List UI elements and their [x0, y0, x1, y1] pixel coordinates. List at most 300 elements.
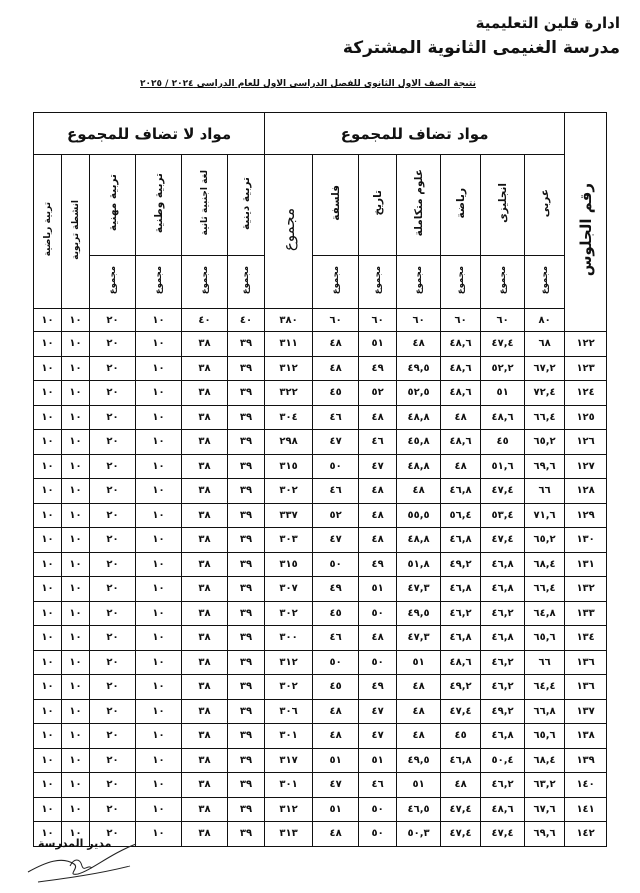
grade-cell: ٣٩	[228, 332, 265, 357]
sub-header-english: مجموع	[481, 256, 525, 309]
grade-cell: ٦٦,٤	[525, 405, 565, 430]
grade-cell: ٣١٧	[265, 748, 313, 773]
grade-cell: ١٠	[62, 724, 90, 749]
grade-cell: ٦٨,٤	[525, 552, 565, 577]
grade-cell: ٥١,٦	[481, 454, 525, 479]
grade-cell: ٤٨	[397, 724, 441, 749]
grade-cell: ٦٨	[525, 332, 565, 357]
sub-header-arabic: مجموع	[525, 256, 565, 309]
grade-cell: ٣٩	[228, 552, 265, 577]
max-cell: ٦٠	[397, 309, 441, 332]
table-row	[34, 650, 607, 675]
grade-cell: ٤٨,٦	[441, 430, 481, 455]
grade-cell: ٤٨	[359, 528, 397, 553]
grade-cell: ١٠	[136, 503, 182, 528]
grade-cell: ٥١	[313, 748, 359, 773]
grade-cell: ٢٠	[90, 724, 136, 749]
grade-cell: ٣٩	[228, 528, 265, 553]
grade-cell: ٢٠	[90, 699, 136, 724]
grade-cell: ٥١	[397, 650, 441, 675]
grade-cell: ٣٣٧	[265, 503, 313, 528]
grade-cell: ١٠	[136, 699, 182, 724]
table-row	[34, 748, 607, 773]
grade-cell: ٤٩	[313, 577, 359, 602]
grade-cell: ٢٠	[90, 552, 136, 577]
grade-cell: ١٠	[34, 332, 62, 357]
school-name: مدرسة الغنيمى الثانوية المشتركة	[342, 38, 620, 58]
grade-cell: ٥٠,٤	[481, 748, 525, 773]
grade-cell: ٥٠	[359, 650, 397, 675]
grade-cell: ٣٩	[228, 650, 265, 675]
grade-cell: ١٠	[136, 405, 182, 430]
seat-number-cell: ١٣٣	[565, 601, 607, 626]
grade-cell: ٣١٢	[265, 650, 313, 675]
grade-cell: ٥٠	[313, 454, 359, 479]
max-cell: ٦٠	[481, 309, 525, 332]
grade-cell: ٣٨	[182, 332, 228, 357]
table-row	[34, 405, 607, 430]
grade-cell: ٤٦	[359, 430, 397, 455]
grade-cell: ٤٦,٢	[481, 773, 525, 798]
grade-cell: ٢٠	[90, 528, 136, 553]
grade-cell: ١٠	[136, 626, 182, 651]
col-header-national: تربية وطنية	[136, 155, 182, 256]
principal-label: مدير المدرسة	[38, 837, 112, 850]
max-cell: ٢٠	[90, 309, 136, 332]
max-marks-row	[34, 309, 607, 332]
grade-cell: ٤٧,٤	[481, 822, 525, 847]
col-header-activity: انشطة تربوية	[62, 155, 90, 309]
grade-cell: ٢٩٨	[265, 430, 313, 455]
grade-cell: ١٠	[62, 332, 90, 357]
grade-cell: ٢٠	[90, 773, 136, 798]
grade-cell: ١٠	[34, 405, 62, 430]
seat-number-cell: ١٢٦	[565, 430, 607, 455]
grade-cell: ٣٩	[228, 822, 265, 847]
col-header-arabic: عربى	[525, 155, 565, 256]
grade-cell: ٥١	[359, 332, 397, 357]
grade-cell: ٣٨	[182, 797, 228, 822]
grade-cell: ١٠	[34, 724, 62, 749]
grade-cell: ١٠	[34, 748, 62, 773]
max-cell: ٤٠	[182, 309, 228, 332]
grade-cell: ٤٧,٤	[481, 479, 525, 504]
grade-cell: ٥٠,٣	[397, 822, 441, 847]
sub-header-math: مجموع	[441, 256, 481, 309]
grade-cell: ٣٨	[182, 479, 228, 504]
grade-cell: ٣٨	[182, 675, 228, 700]
grade-cell: ١٠	[62, 675, 90, 700]
grade-cell: ٣٩	[228, 479, 265, 504]
grade-cell: ٦٦,٨	[525, 699, 565, 724]
grade-cell: ٣٢٢	[265, 381, 313, 406]
table-row	[34, 332, 607, 357]
grade-cell: ٢٠	[90, 479, 136, 504]
sub-header-second-language: مجموع	[182, 256, 228, 309]
grade-cell: ١٠	[136, 601, 182, 626]
grade-cell: ١٠	[34, 797, 62, 822]
grade-cell: ٤٨,٦	[441, 381, 481, 406]
grade-cell: ٤٩	[359, 356, 397, 381]
grade-cell: ٢٠	[90, 503, 136, 528]
grade-cell: ٤٦,٨	[481, 552, 525, 577]
grade-cell: ٥١	[359, 577, 397, 602]
administration-name: ادارة قلين التعليمية	[475, 14, 620, 32]
grade-cell: ٥١	[359, 748, 397, 773]
grade-cell: ٣٩	[228, 601, 265, 626]
max-cell	[565, 309, 607, 332]
grade-cell: ٤٧	[359, 724, 397, 749]
grade-cell: ١٠	[136, 650, 182, 675]
grade-cell: ٢٠	[90, 577, 136, 602]
grade-cell: ٥٢	[313, 503, 359, 528]
grade-cell: ٣٩	[228, 626, 265, 651]
grade-cell: ٤٨	[359, 405, 397, 430]
grade-cell: ٧٢,٤	[525, 381, 565, 406]
grade-cell: ١٠	[136, 773, 182, 798]
seat-number-cell: ١٢٧	[565, 454, 607, 479]
grade-cell: ٤٧,٤	[441, 699, 481, 724]
max-cell: ١٠	[34, 309, 62, 332]
grade-cell: ٣٠١	[265, 724, 313, 749]
grade-cell: ١٠	[62, 797, 90, 822]
grade-cell: ٦٩,٦	[525, 822, 565, 847]
grade-cell: ٣٨	[182, 748, 228, 773]
grade-cell: ١٠	[62, 381, 90, 406]
seat-number-cell: ١٣٢	[565, 577, 607, 602]
grade-cell: ٤٦,٨	[481, 724, 525, 749]
grade-cell: ٤٦,٢	[481, 601, 525, 626]
grade-cell: ١٠	[34, 503, 62, 528]
grade-cell: ١٠	[62, 577, 90, 602]
grade-cell: ٢٠	[90, 381, 136, 406]
grade-cell: ٣٨	[182, 699, 228, 724]
grade-cell: ١٠	[136, 430, 182, 455]
grade-cell: ٦٨,٤	[525, 748, 565, 773]
grade-cell: ٤٧	[359, 454, 397, 479]
grade-cell: ٥٠	[313, 552, 359, 577]
grade-cell: ٢٠	[90, 332, 136, 357]
grade-cell: ٦٦	[525, 479, 565, 504]
grade-cell: ١٠	[62, 503, 90, 528]
grade-cell: ٢٠	[90, 430, 136, 455]
grade-cell: ٤٩,٥	[397, 601, 441, 626]
sub-header-history: مجموع	[359, 256, 397, 309]
grade-cell: ٣٨	[182, 773, 228, 798]
grade-cell: ٣٨	[182, 650, 228, 675]
grade-cell: ٣٩	[228, 675, 265, 700]
grade-cell: ٣٩	[228, 724, 265, 749]
grade-cell: ١٠	[34, 454, 62, 479]
grade-cell: ٣٨	[182, 577, 228, 602]
seat-number-cell: ١٣٩	[565, 748, 607, 773]
grade-cell: ٤٧	[313, 430, 359, 455]
max-cell: ٦٠	[313, 309, 359, 332]
col-header-sports: تربية رياضية	[34, 155, 62, 309]
grade-cell: ٦٣,٢	[525, 773, 565, 798]
grade-cell: ٤٦,٨	[441, 479, 481, 504]
seat-number-cell: ١٤١	[565, 797, 607, 822]
grade-cell: ٣١٣	[265, 822, 313, 847]
table-row	[34, 724, 607, 749]
col-header-religion: تربية دينية	[228, 155, 265, 256]
grade-cell: ٤٦	[313, 626, 359, 651]
grade-cell: ٤٧,٤	[481, 528, 525, 553]
grade-cell: ٦٥,٦	[525, 724, 565, 749]
table-row	[34, 479, 607, 504]
grade-cell: ٤٨	[397, 332, 441, 357]
grade-cell: ٣١٢	[265, 356, 313, 381]
grade-cell: ٣٩	[228, 797, 265, 822]
seat-header-top	[565, 113, 607, 155]
grade-cell: ٦٧,٢	[525, 356, 565, 381]
grade-cell: ٣٠٢	[265, 675, 313, 700]
grade-cell: ١٠	[34, 479, 62, 504]
grade-cell: ١٠	[34, 381, 62, 406]
grade-cell: ١٠	[62, 552, 90, 577]
col-header-vocational: تربية مهنية	[90, 155, 136, 256]
table-row	[34, 675, 607, 700]
grade-cell: ٣٩	[228, 503, 265, 528]
table-row	[34, 773, 607, 798]
grade-cell: ٦٥,٢	[525, 528, 565, 553]
grade-cell: ١٠	[62, 650, 90, 675]
grade-cell: ٥٢	[359, 381, 397, 406]
seat-number-cell: ١٣١	[565, 552, 607, 577]
grade-cell: ١٠	[136, 822, 182, 847]
grade-cell: ٣٠٦	[265, 699, 313, 724]
grade-cell: ٢٠	[90, 748, 136, 773]
grade-cell: ٤٩	[359, 552, 397, 577]
grade-cell: ٣٩	[228, 748, 265, 773]
grade-cell: ٣٠٤	[265, 405, 313, 430]
grade-cell: ٢٠	[90, 405, 136, 430]
max-cell: ٦٠	[359, 309, 397, 332]
grade-cell: ٣٨	[182, 503, 228, 528]
grade-cell: ١٠	[136, 577, 182, 602]
grade-cell: ٤٩,٢	[441, 675, 481, 700]
grade-cell: ١٠	[34, 675, 62, 700]
grade-cell: ٥٢,٢	[481, 356, 525, 381]
grade-cell: ٥١,٨	[397, 552, 441, 577]
grade-cell: ٤٦,٨	[441, 577, 481, 602]
max-cell: ٤٠	[228, 309, 265, 332]
sub-header-philosophy: مجموع	[313, 256, 359, 309]
table-row	[34, 699, 607, 724]
grade-cell: ٤٦,٢	[441, 601, 481, 626]
grade-cell: ٤٥	[313, 675, 359, 700]
grade-cell: ٤٦,٨	[481, 577, 525, 602]
sub-header-science: مجموع	[397, 256, 441, 309]
table-row	[34, 797, 607, 822]
grade-cell: ٣٩	[228, 699, 265, 724]
grade-cell: ٤٨	[397, 699, 441, 724]
grade-cell: ١٠	[34, 650, 62, 675]
grade-cell: ٥١	[397, 773, 441, 798]
grade-cell: ٤٨	[313, 356, 359, 381]
grade-cell: ٤٧	[359, 699, 397, 724]
sub-header-religion: مجموع	[228, 256, 265, 309]
grade-cell: ١٠	[34, 528, 62, 553]
col-header-math: رياضة	[441, 155, 481, 256]
grade-cell: ٤٨	[313, 724, 359, 749]
col-header-history: تاريخ	[359, 155, 397, 256]
grade-cell: ٤٨	[397, 479, 441, 504]
grade-cell: ٤٨	[441, 405, 481, 430]
grade-cell: ٤٨	[441, 454, 481, 479]
grade-cell: ١٠	[136, 724, 182, 749]
grade-cell: ١٠	[34, 822, 62, 847]
grade-cell: ٦٥,٦	[525, 626, 565, 651]
grade-cell: ٤٨	[313, 699, 359, 724]
grade-cell: ٣٨	[182, 601, 228, 626]
grade-cell: ٤٧,٤	[441, 797, 481, 822]
col-header-second-language: لغة اجنبية ثانية	[182, 155, 228, 256]
grade-cell: ١٠	[62, 601, 90, 626]
grade-cell: ٤٦,٨	[441, 626, 481, 651]
grade-cell: ٦٦	[525, 650, 565, 675]
grade-cell: ٤٥,٨	[397, 430, 441, 455]
principal-signature	[18, 836, 168, 886]
grade-cell: ٣٨	[182, 552, 228, 577]
table-row	[34, 381, 607, 406]
grade-cell: ٣٩	[228, 356, 265, 381]
table-row	[34, 528, 607, 553]
seat-number-cell: ١٣٦	[565, 675, 607, 700]
grade-cell: ١٠	[62, 773, 90, 798]
grade-cell: ٥١	[313, 797, 359, 822]
grade-cell: ٥٠	[359, 601, 397, 626]
seat-number-cell: ١٢٣	[565, 356, 607, 381]
grade-cell: ٢٠	[90, 454, 136, 479]
results-table	[33, 112, 607, 847]
grade-cell: ٤٨,٦	[441, 356, 481, 381]
grade-cell: ٤٦,٥	[397, 797, 441, 822]
grade-cell: ٣٩	[228, 577, 265, 602]
grade-cell: ٣٨	[182, 822, 228, 847]
seat-number-cell: ١٣٧	[565, 699, 607, 724]
table-row	[34, 454, 607, 479]
grade-cell: ١٠	[136, 748, 182, 773]
grade-cell: ٣٩	[228, 381, 265, 406]
grade-cell: ٤٧,٤	[441, 822, 481, 847]
group-header-not-added: مواد لا تضاف للمجموع	[34, 113, 265, 155]
grade-cell: ٤٩,٢	[481, 699, 525, 724]
grade-cell: ٤٦,٢	[481, 675, 525, 700]
grade-cell: ٤٨,٦	[481, 797, 525, 822]
grade-cell: ٣١٥	[265, 552, 313, 577]
grade-cell: ٣٨	[182, 381, 228, 406]
grade-cell: ٤٧,٣	[397, 577, 441, 602]
table-row	[34, 626, 607, 651]
grade-cell: ٤٨,٨	[397, 528, 441, 553]
grade-cell: ١٠	[62, 405, 90, 430]
seat-number-cell: ١٤٢	[565, 822, 607, 847]
max-cell: ١٠	[62, 309, 90, 332]
grade-cell: ٤٨,٦	[441, 332, 481, 357]
group-header-added: مواد تضاف للمجموع	[265, 113, 565, 155]
grade-cell: ٢٠	[90, 675, 136, 700]
seat-number-cell: ١٣٨	[565, 724, 607, 749]
seat-number-cell: ١٢٨	[565, 479, 607, 504]
grade-cell: ٢٠	[90, 601, 136, 626]
grade-cell: ٣٩	[228, 405, 265, 430]
table-row	[34, 577, 607, 602]
grade-cell: ١٠	[34, 773, 62, 798]
grade-cell: ٤٨	[359, 626, 397, 651]
grade-cell: ٤٩,٢	[441, 552, 481, 577]
grade-cell: ٤٦	[313, 405, 359, 430]
col-header-science: علوم متكاملة	[397, 155, 441, 256]
grade-cell: ٦٤,٨	[525, 601, 565, 626]
grade-cell: ١٠	[136, 797, 182, 822]
grade-cell: ٥٢,٥	[397, 381, 441, 406]
col-header-philosophy: فلسفة	[313, 155, 359, 256]
grade-cell: ٦٥,٢	[525, 430, 565, 455]
grade-cell: ٤٨,٦	[441, 650, 481, 675]
grade-cell: ١٠	[34, 552, 62, 577]
col-header-seat: رقم الجلوس	[565, 155, 607, 309]
grade-cell: ٦٦,٤	[525, 577, 565, 602]
seat-number-cell: ١٣٤	[565, 626, 607, 651]
grade-cell: ١٠	[62, 699, 90, 724]
grade-cell: ٣٩	[228, 454, 265, 479]
grade-cell: ٣٩	[228, 773, 265, 798]
sub-header-national: مجموع	[136, 256, 182, 309]
grade-cell: ١٠	[136, 528, 182, 553]
grade-cell: ١٠	[34, 699, 62, 724]
seat-number-cell: ١٢٢	[565, 332, 607, 357]
grade-cell: ٢٠	[90, 822, 136, 847]
grade-cell: ١٠	[62, 822, 90, 847]
grade-cell: ٥٠	[359, 797, 397, 822]
grade-cell: ٢٠	[90, 626, 136, 651]
grade-cell: ٤٥	[313, 601, 359, 626]
max-cell: ٦٠	[441, 309, 481, 332]
seat-number-cell: ١٢٩	[565, 503, 607, 528]
grade-cell: ٥٥,٥	[397, 503, 441, 528]
table-row	[34, 503, 607, 528]
grade-cell: ٤٨,٨	[397, 454, 441, 479]
sub-header-vocational: مجموع	[90, 256, 136, 309]
grade-cell: ٤٧	[313, 773, 359, 798]
grade-cell: ٤٥	[481, 430, 525, 455]
grade-cell: ٥٠	[313, 650, 359, 675]
grade-cell: ٣٠٢	[265, 601, 313, 626]
grade-cell: ٤٦,٨	[441, 528, 481, 553]
seat-number-cell: ١٢٥	[565, 405, 607, 430]
grade-cell: ١٠	[34, 430, 62, 455]
grade-cell: ٣٨	[182, 724, 228, 749]
grade-cell: ٣٩	[228, 430, 265, 455]
grade-cell: ٦٩,٦	[525, 454, 565, 479]
grade-cell: ٦٤,٤	[525, 675, 565, 700]
grade-cell: ٤٦	[359, 773, 397, 798]
grade-cell: ٤٦,٢	[481, 650, 525, 675]
col-header-total: مجموع	[265, 155, 313, 309]
grade-cell: ٥١	[481, 381, 525, 406]
grade-cell: ١٠	[136, 479, 182, 504]
grade-cell: ٣١١	[265, 332, 313, 357]
grade-cell: ٣٠٠	[265, 626, 313, 651]
col-header-english: انجليزى	[481, 155, 525, 256]
grade-cell: ٢٠	[90, 356, 136, 381]
max-cell: ٨٠	[525, 309, 565, 332]
grade-cell: ١٠	[136, 454, 182, 479]
grade-cell: ٤٧,٣	[397, 626, 441, 651]
seat-number-cell: ١٣٦	[565, 650, 607, 675]
grade-cell: ١٠	[62, 356, 90, 381]
